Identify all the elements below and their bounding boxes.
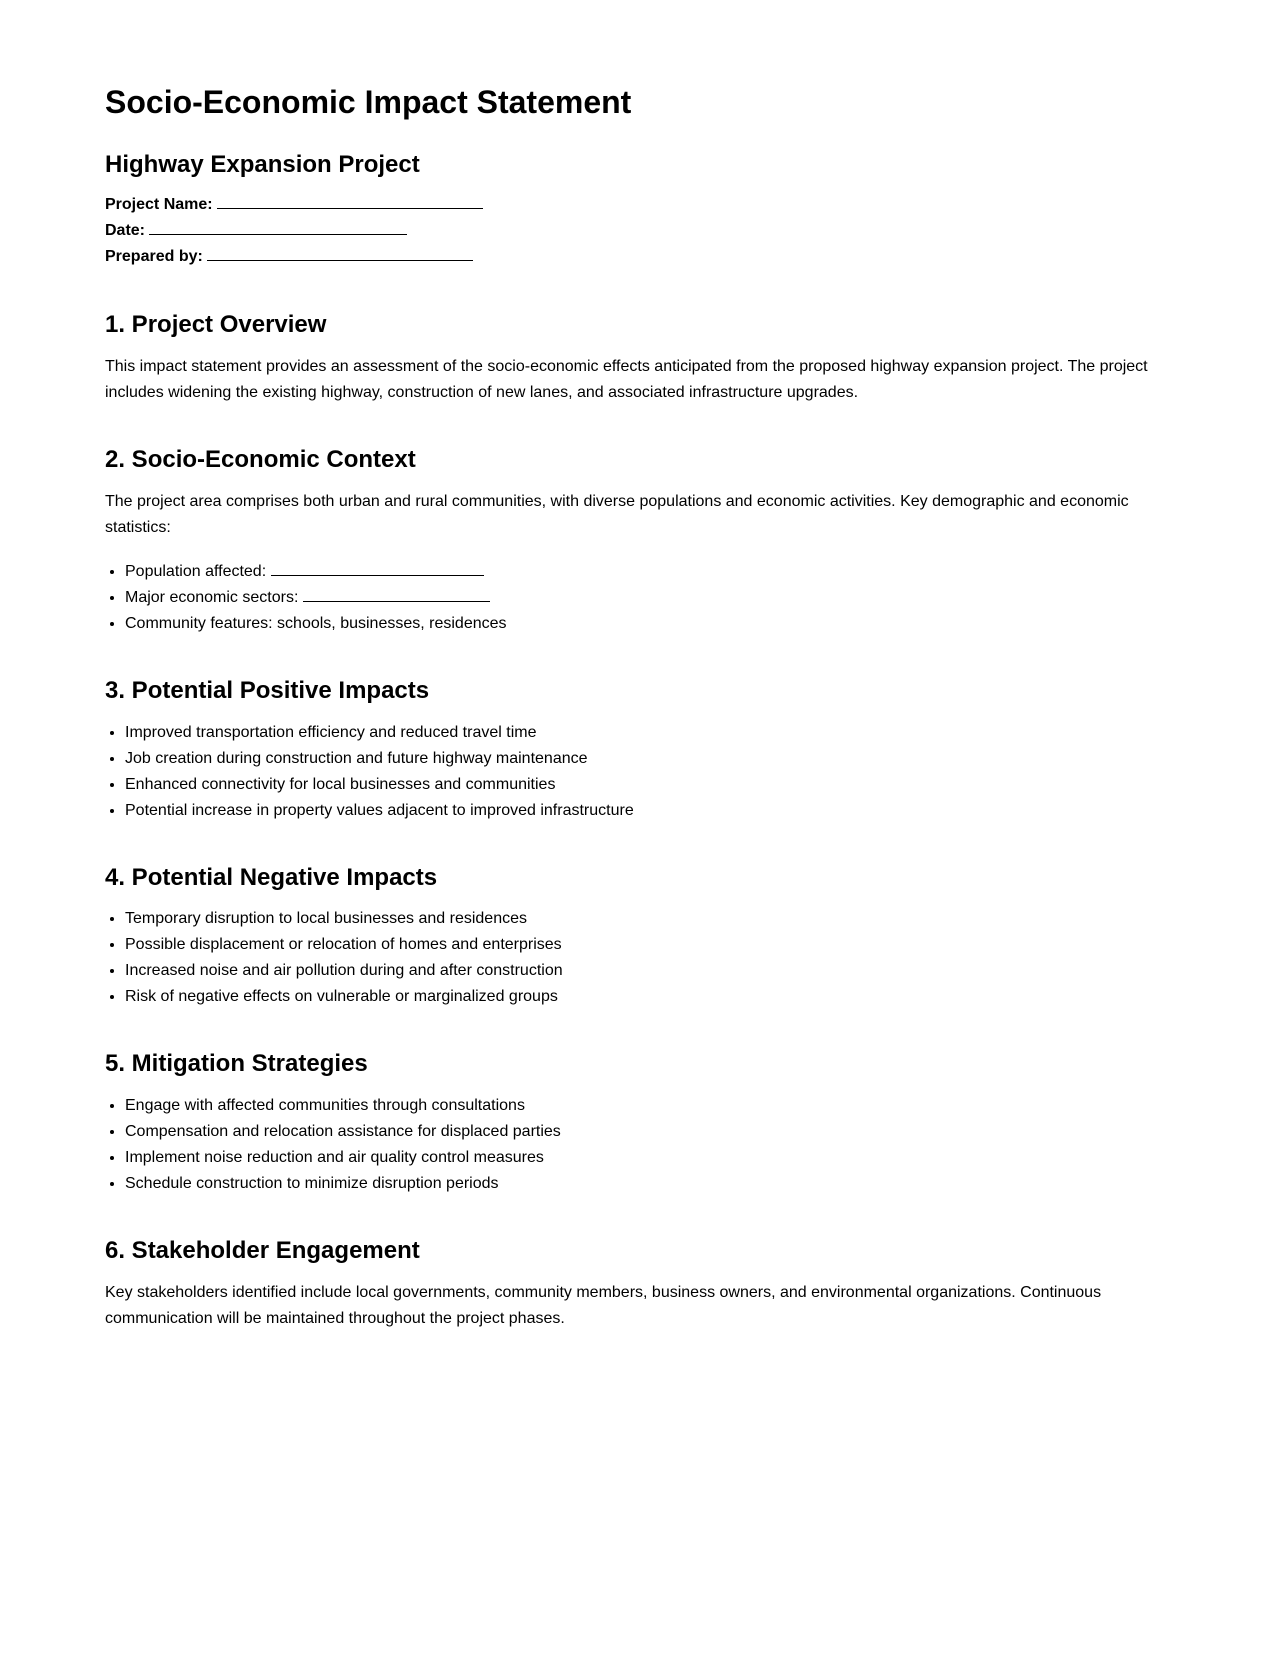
section-text: Key stakeholders identified include local governments, community members, business owners, and environmental organizations. Continuous communication will be maintained throughout the project phases.: [105, 1283, 1102, 1327]
section-negative-impacts: [105, 864, 1158, 1011]
list-item: [125, 585, 1158, 611]
list-item: • Improved transportation efficiency and reduced travel time: [125, 720, 1158, 746]
section-heading: 4. Potential Negative Impacts: [105, 863, 438, 891]
positive-impacts-list: [105, 720, 1158, 824]
list-item: • Enhanced connectivity for local businesses and communities: [125, 772, 1158, 798]
project-name-field: [105, 192, 1158, 218]
mitigation-list: [105, 1093, 1158, 1197]
project-name-blank: [217, 194, 483, 209]
section-socio-economic-context: [105, 446, 1158, 637]
document-subtitle: Highway Expansion Project: [105, 151, 420, 179]
section-heading: 6. Stakeholder Engagement: [105, 1237, 420, 1265]
list-item: • Implement noise reduction and air quality control measures: [125, 1145, 1158, 1171]
list-item: • Schedule construction to minimize disruption periods: [125, 1171, 1158, 1197]
section-positive-impacts: [105, 677, 1158, 824]
list-item: • Potential increase in property values adjacent to improved infrastructure: [125, 798, 1158, 824]
section-heading: 1. Project Overview: [105, 311, 327, 339]
section-heading: 2. Socio-Economic Context: [105, 445, 416, 473]
negative-impacts-list: [105, 906, 1158, 1010]
section-heading: 3. Potential Positive Impacts: [105, 676, 430, 704]
list-item: • Possible displacement or relocation of homes and enterprises: [125, 932, 1158, 958]
prepared-by-blank: [207, 246, 473, 261]
date-label: Date:: [105, 222, 146, 240]
list-item: • Increased noise and air pollution during and after construction: [125, 958, 1158, 984]
section-project-overview: [105, 311, 1158, 406]
document-title: Socio-Economic Impact Statement: [105, 84, 632, 120]
prepared-by-field: [105, 244, 1158, 270]
section-text: This impact statement provides an assessment of the socio-economic effects anticipated from the proposed highway expansion project. The project includes widening the existing highway, construction of new lanes, and associated infrastructure upgrades.: [105, 357, 1148, 401]
project-name-label: Project Name:: [105, 196, 213, 214]
economic-sectors-blank: [303, 587, 490, 602]
section-stakeholder-engagement: [105, 1237, 1158, 1332]
list-item: [125, 559, 1158, 585]
section-heading: 5. Mitigation Strategies: [105, 1050, 368, 1078]
list-item: • Temporary disruption to local businesses and residences: [125, 906, 1158, 932]
list-item-label: Major economic sectors:: [125, 588, 299, 606]
list-item: • Job creation during construction and future highway maintenance: [125, 746, 1158, 772]
list-item: • Engage with affected communities through consultations: [125, 1093, 1158, 1119]
document-meta: [105, 192, 1158, 270]
section-text: The project area comprises both urban and rural communities, with diverse populations and economic activities. Key demographic and economic statistics:: [105, 492, 1129, 536]
list-item: • Community features: schools, businesses, residences: [125, 611, 1158, 637]
context-list: [105, 559, 1158, 637]
section-mitigation-strategies: [105, 1050, 1158, 1197]
date-blank: [149, 220, 407, 235]
population-blank: [271, 561, 484, 576]
list-item-label: Population affected:: [125, 562, 267, 580]
list-item: • Risk of negative effects on vulnerable or marginalized groups: [125, 984, 1158, 1010]
date-field: [105, 218, 1158, 244]
prepared-by-label: Prepared by:: [105, 248, 203, 266]
list-item: • Compensation and relocation assistance for displaced parties: [125, 1119, 1158, 1145]
